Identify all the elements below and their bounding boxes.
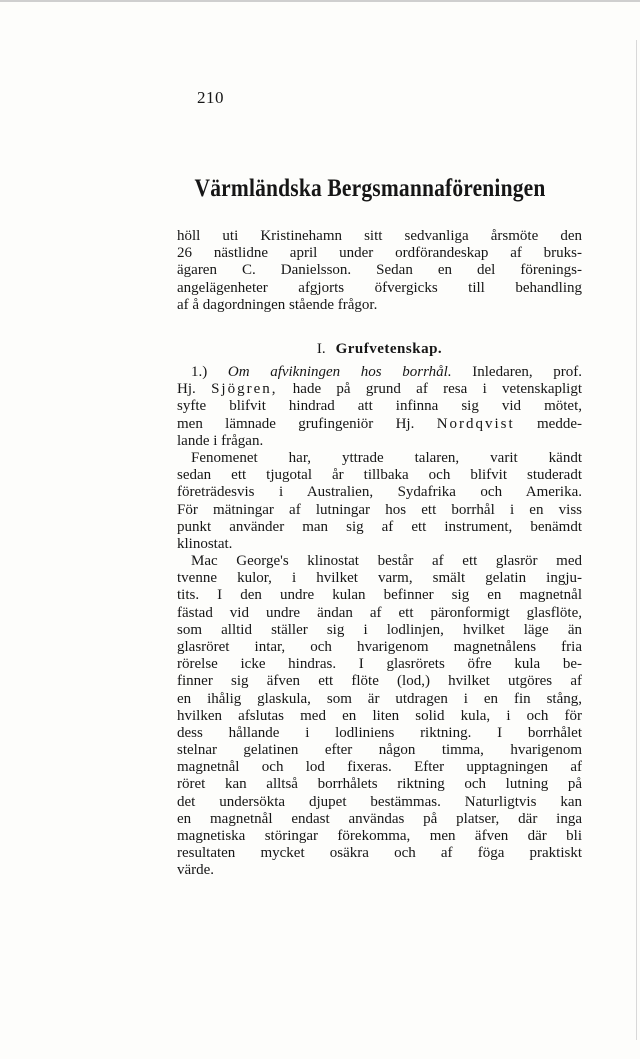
text-line: dess hållande i lodliniens riktning. I borrhålet [177, 724, 582, 741]
item-1-paragraph [177, 364, 582, 450]
text-line [177, 364, 582, 381]
text-line: Mac George's klinostat består af ett glasrör med [191, 553, 582, 569]
text-line: lande i frågan. [177, 432, 264, 449]
text-line: värde. [177, 862, 215, 879]
text-line: som alltid ställer sig i lodlinjen, hvilket läge än [177, 621, 582, 638]
text-line: röret kan alltså borrhålets riktning och lutning på [177, 776, 582, 793]
text-line: punkt använder man sig af ett instrument, benämdt [177, 518, 582, 535]
item-number: 1.) [191, 364, 208, 380]
text-line: klinostat. [177, 535, 233, 552]
text-line: af å dagordningen stående frågor. [177, 296, 378, 313]
text-line: magnetnål och lod fixeras. Efter upptagningen af [177, 759, 582, 776]
text-fragment: Inledaren, prof. [472, 364, 583, 380]
text-line: sedan ett tjugotal år tillbaka och blifvit studeradt [177, 467, 582, 484]
text-line: fästad vid undre ändan af ett päronformigt glasflöte, [177, 604, 582, 621]
text-line: tvenne kulor, i hvilket varm, smält gelatin ingju- [177, 570, 582, 587]
article-title: Värmländska Bergsmannaföreningen [194, 175, 546, 202]
paragraph-2 [177, 450, 582, 553]
text-line: resultaten mycket osäkra och af föga praktiskt [177, 845, 582, 862]
text-line: ägaren C. Danielsson. Sedan en del förenings- [177, 262, 582, 279]
text-line [177, 416, 582, 433]
section-name: Grufvetenskap. [335, 341, 443, 357]
text-line: en ihålig glaskula, som är utdragen i en fin stång, [177, 690, 582, 707]
text-line: syfte blifvit hindrad att infinna sig vid mötet, [177, 398, 582, 415]
item-topic: Om afvikningen hos borrhål. [227, 364, 452, 380]
text-line: finner sig äfven ett flöte (lod,) hvilket utgöres af [177, 673, 582, 690]
section-number: I. [316, 341, 326, 357]
paragraph-3 [177, 553, 582, 880]
text-line: 26 nästlidne april under ordförandeskap af bruks- [177, 245, 582, 262]
text-line: För mätningar af lutningar hos ett borrhål i en viss [177, 501, 582, 518]
person-name: Sjögren, [211, 381, 278, 398]
page-number: 210 [197, 88, 224, 107]
text-fragment: hade på grund af resa i vetenskapligt [292, 381, 583, 398]
text-line: hvilken afslutas med en liten solid kula, i och för [177, 707, 582, 724]
text-line: magnetiska störingar förekomma, men äfven där bli [177, 828, 582, 844]
text-line: tits. I den undre kulan befinner sig en magnetnål [177, 587, 582, 604]
text-fragment: men lämnade grufingeniör Hj. [177, 415, 415, 432]
text-fragment: medde- [537, 415, 582, 432]
text-line: en magnetnål endast användas på platser, där inga [177, 810, 582, 827]
text-line: höll uti Kristinehamn sitt sedvanliga årsmöte den [177, 228, 582, 244]
text-fragment: Hj. [177, 381, 196, 398]
text-line: glasröret intar, och hvarigenom magnetnålens fria [177, 638, 582, 655]
text-line: rörelse icke hindras. I glasrörets öfre kula be- [177, 656, 582, 673]
text-line: angelägenheter afgjorts öfvergicks till behandling [177, 279, 582, 296]
intro-paragraph [177, 228, 582, 314]
page-edge [636, 40, 637, 1040]
text-line: Fenomenet har, yttrade talaren, varit kändt [191, 450, 582, 466]
text-line: det undersökta djupet bestämmas. Naturligtvis kan [177, 793, 582, 810]
text-line: stelnar gelatinen efter någon timma, hvarigenom [177, 742, 582, 759]
text-line [177, 381, 582, 398]
person-name: Nordqvist [436, 415, 515, 432]
section-heading [177, 341, 582, 358]
text-line: företrädesvis i Australien, Sydafrika och Amerika. [177, 484, 582, 501]
top-rule [0, 0, 640, 2]
